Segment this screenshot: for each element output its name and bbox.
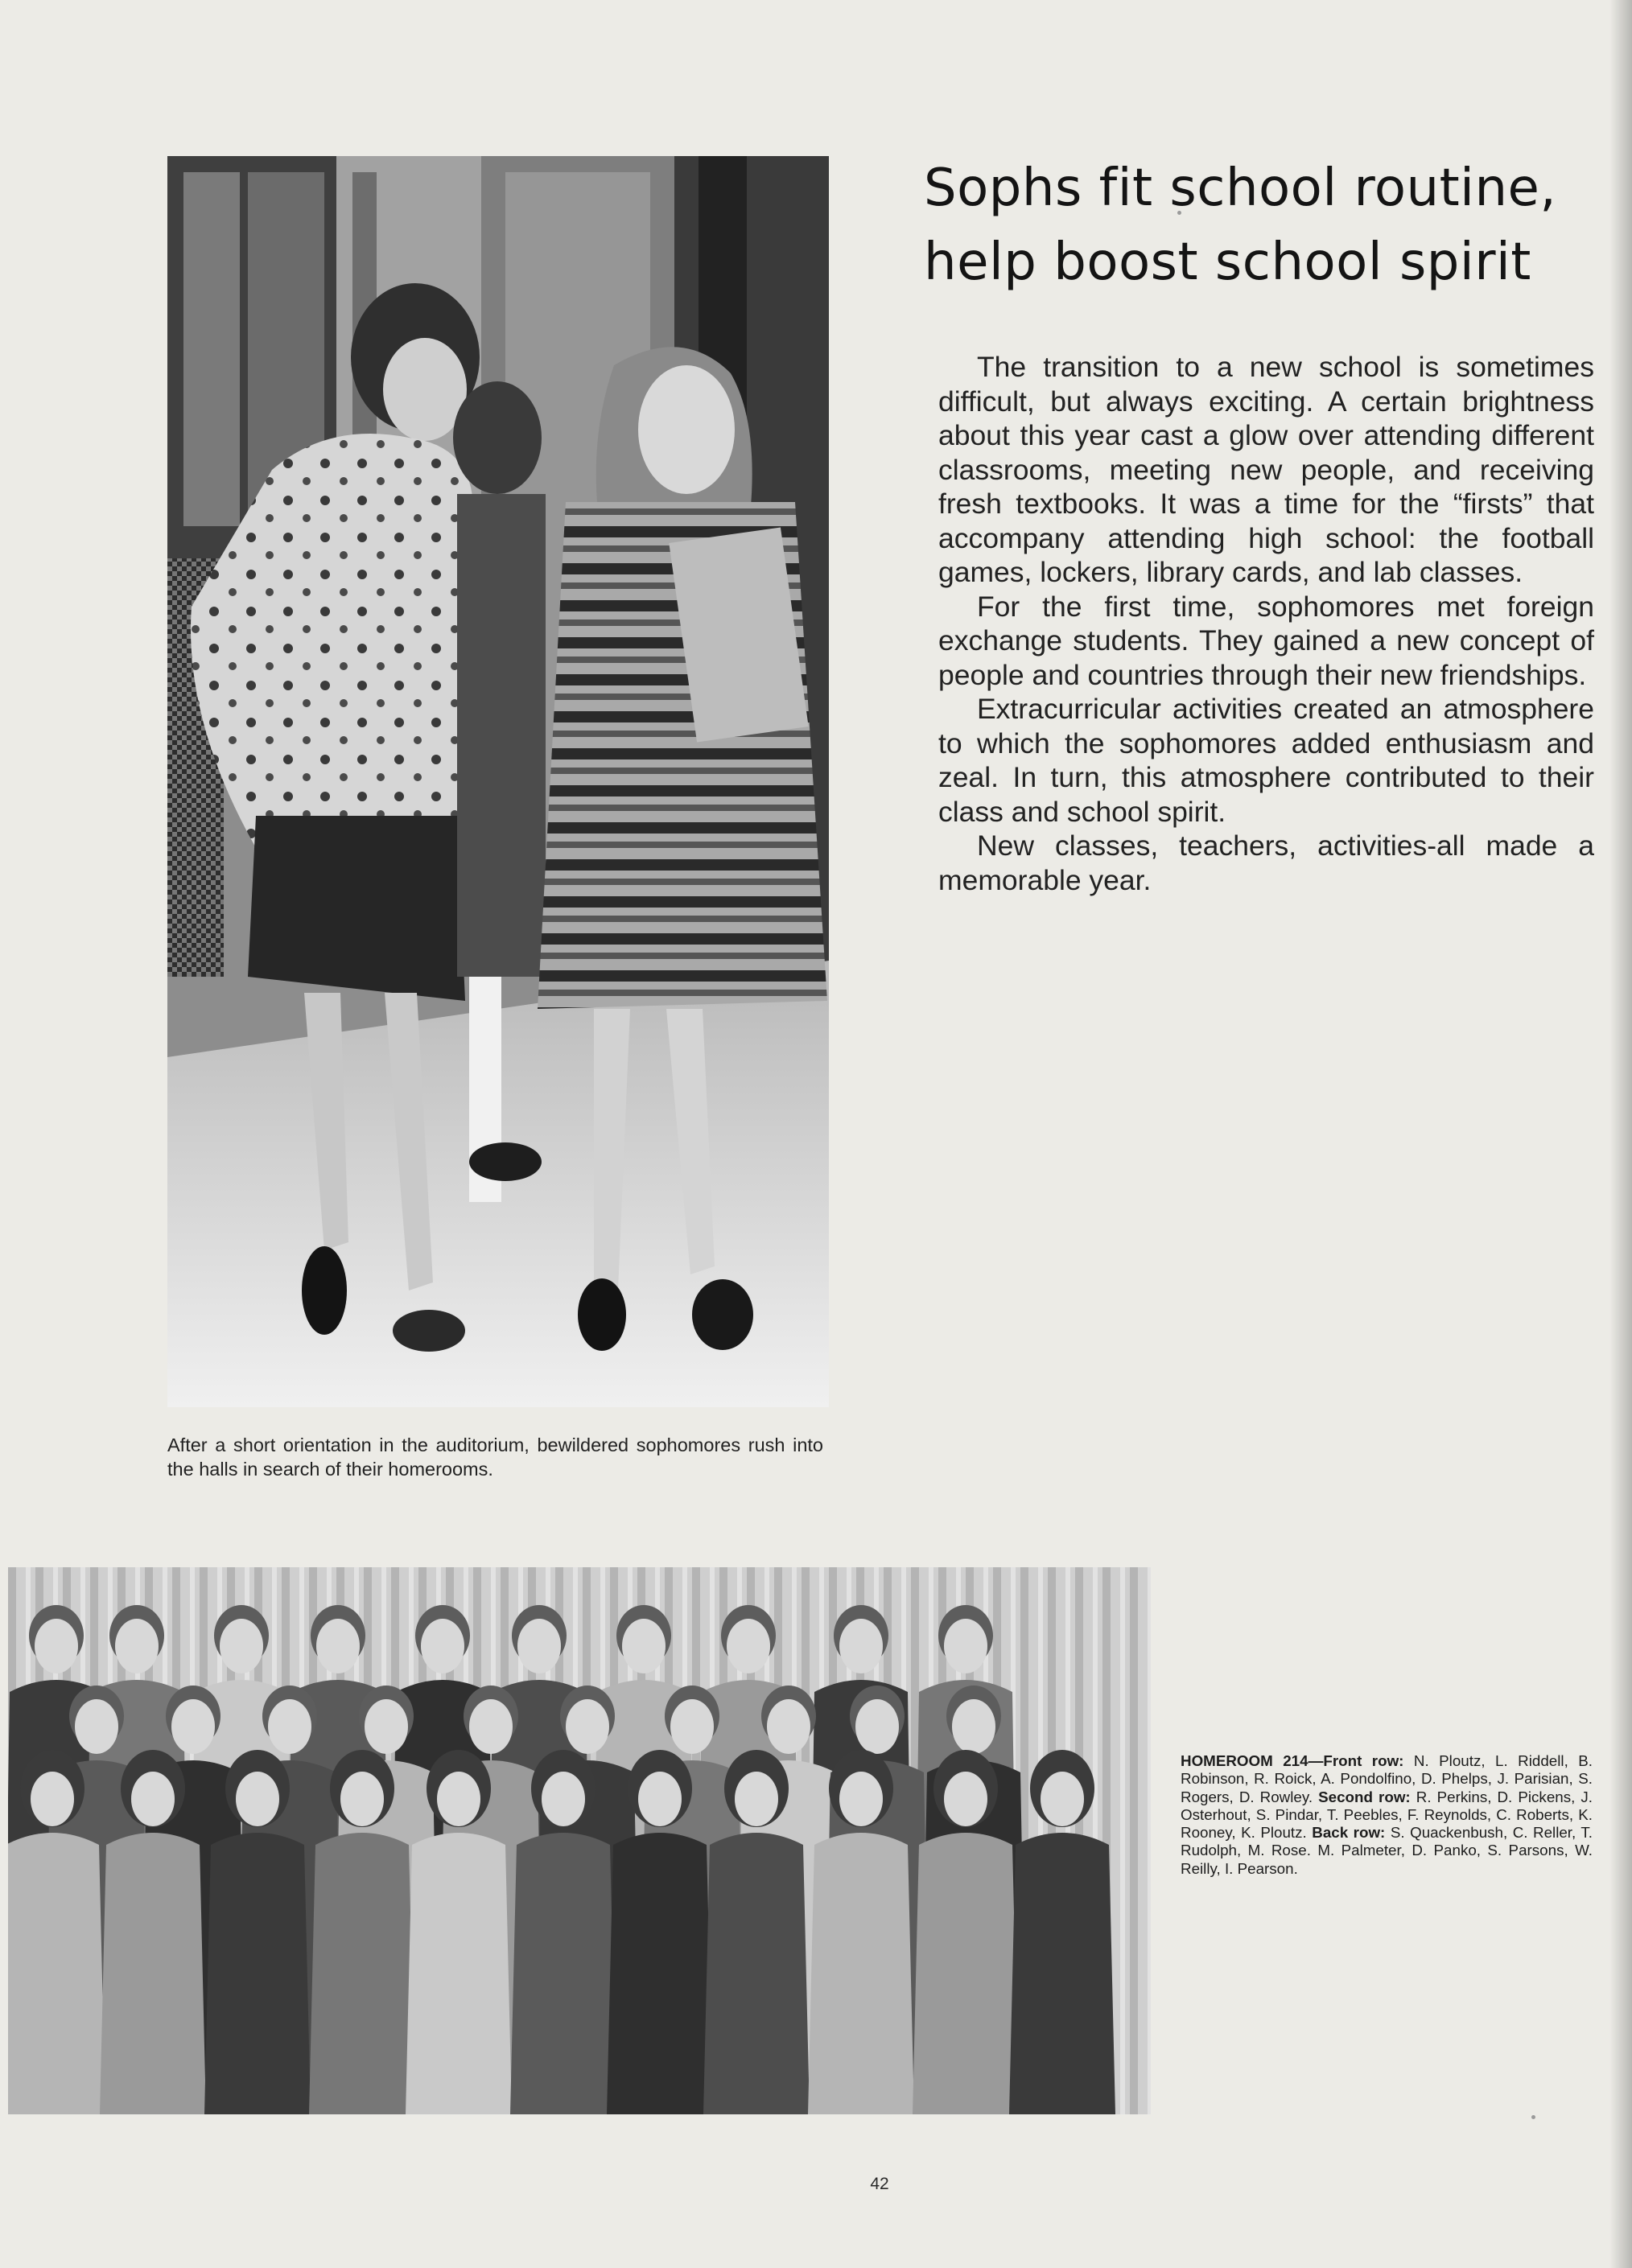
paper-speck [1531, 2115, 1535, 2119]
headline [924, 151, 1584, 299]
page-number: 42 [870, 2175, 889, 2193]
second-row-names: R. Perkins, D. Pickens, J. Osterhout, S. Pindar, T. Peebles, F. Reynolds, C. Roberts, K. Rooney, K. Ploutz. [1181, 1788, 1593, 1842]
hallway-caption: After a short orientation in the auditorium, bewildered sophomores rush into the halls in search of their homerooms. [167, 1434, 823, 1480]
page-edge-shadow [1609, 0, 1632, 2268]
body-paragraph: Extracurricular activities created an atmosphere to which the sophomores added enthusiasm and zeal. In turn, this atmosphere contributed to their class and school spirit. [938, 693, 1594, 828]
hallway-photo [167, 156, 829, 1407]
homeroom-title: HOMEROOM 214—Front row: [1181, 1752, 1404, 1769]
headline-line-1: Sophs fit school routine, [924, 158, 1557, 218]
second-row-label: Second row: [1318, 1788, 1411, 1805]
headline-line-2: help boost school spirit [924, 233, 1531, 292]
body-paragraph: New classes, teachers, activities-all made a memorable year. [938, 829, 1594, 896]
front-row-names: N. Ploutz, L. Riddell, B. Robinson, R. Roick, A. Pondolfino, D. Phelps, J. Parisian, S. Rogers, D. Rowley. [1181, 1752, 1593, 1805]
body-paragraph: For the first time, sophomores met foreign exchange students. They gained a new concept of people and countries through their new friendships. [938, 590, 1594, 691]
back-row-names: S. Quackenbush, C. Reller, T. Rudolph, M. Rose. M. Palmeter, D. Panko, S. Parsons, W. Reilly, I. Pearson. [1181, 1824, 1593, 1877]
back-row-label: Back row: [1312, 1824, 1386, 1842]
homeroom-caption [1181, 1752, 1593, 1878]
homeroom-photo [8, 1567, 1151, 2114]
body-text [938, 350, 1594, 897]
body-paragraph: The transition to a new school is sometimes difficult, but always exciting. A certain brightness about this year cast a glow over attending different classrooms, meeting new people, and receiving fresh textbooks. It was a time for the “firsts” that accompany attending high school: the football games, lockers, library cards, and lab classes. [938, 351, 1594, 588]
